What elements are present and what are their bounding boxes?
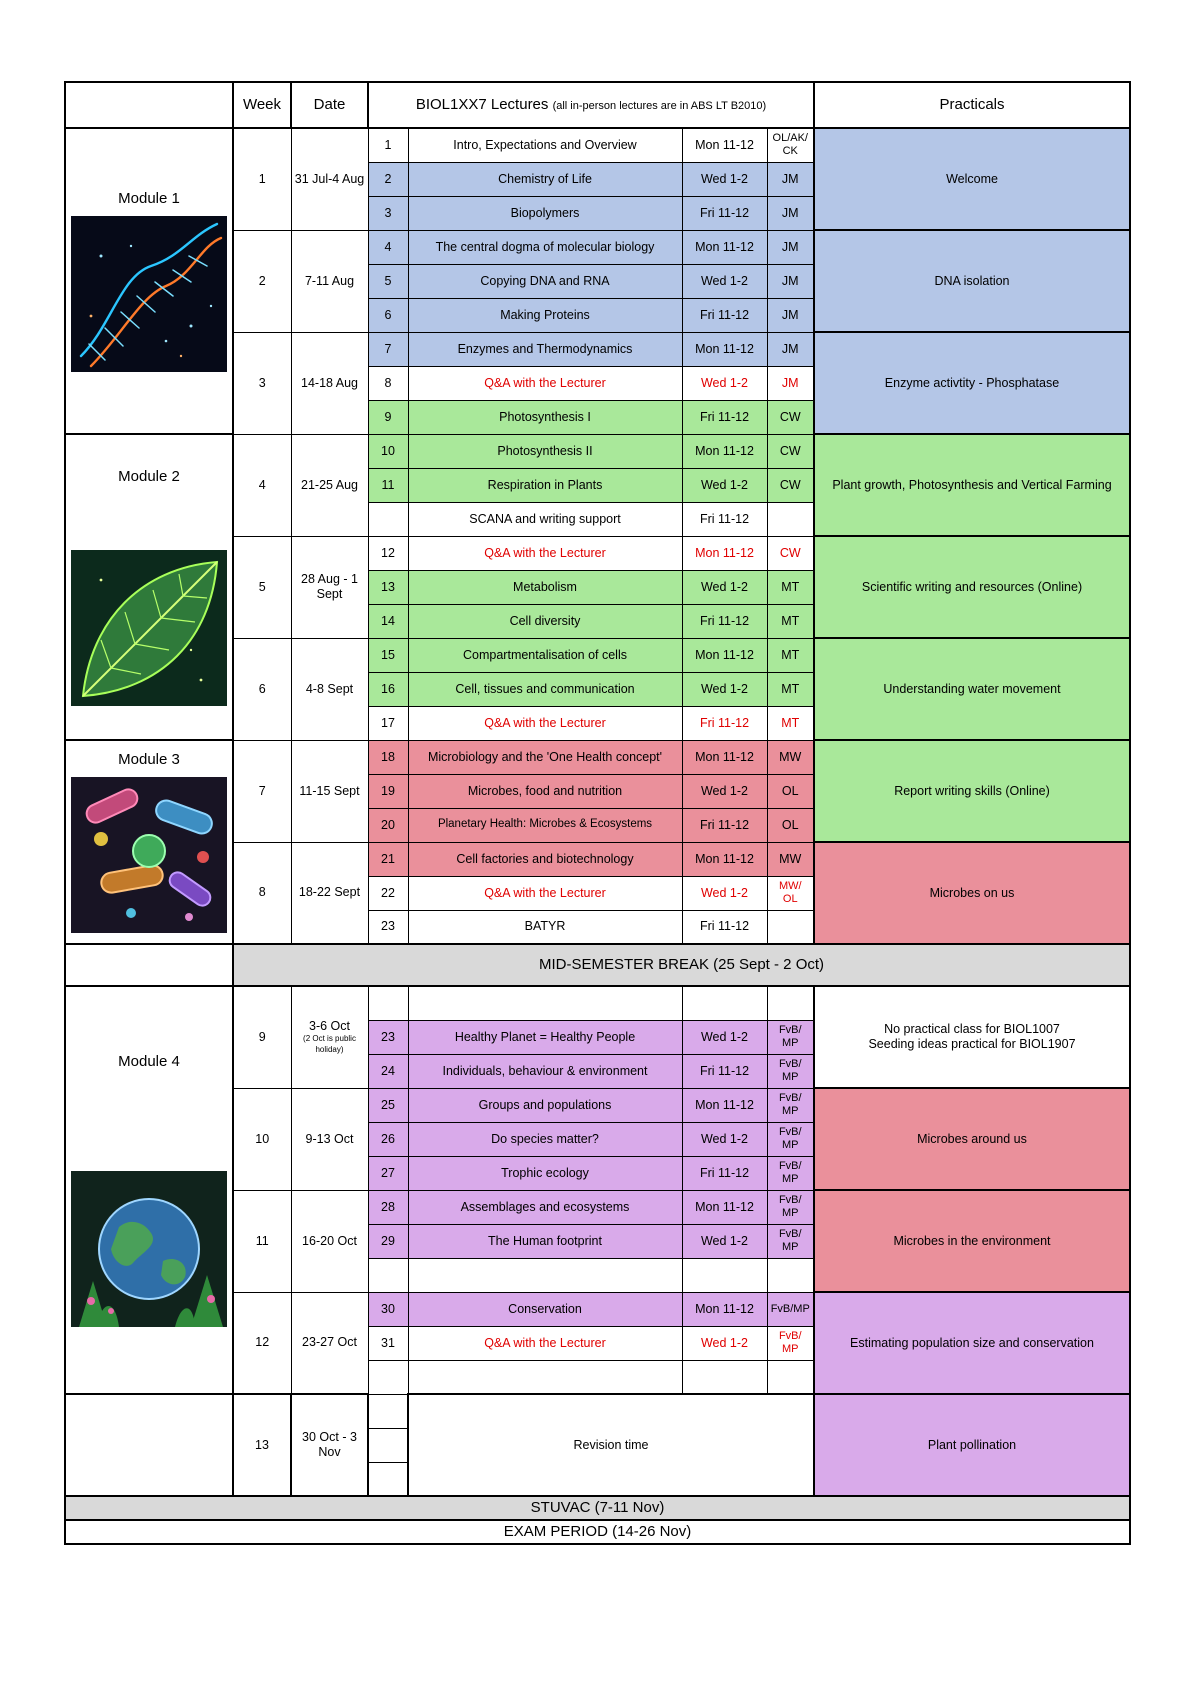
module-blank [65, 1394, 233, 1496]
lecture-time: Fri 11-12 [682, 298, 767, 332]
lecturer: FvB/ MP [767, 1122, 814, 1156]
practical-line: Seeding ideas practical for BIOL1907 [868, 1037, 1076, 1051]
lecture-title: Healthy Planet = Healthy People [408, 1020, 682, 1054]
lecture-title: Q&A with the Lecturer [408, 876, 682, 910]
lecture-title: Copying DNA and RNA [408, 264, 682, 298]
microbes-image [71, 777, 227, 933]
lecture-time: Wed 1-2 [682, 672, 767, 706]
lecture-title: Planetary Health: Microbes & Ecosystems [408, 808, 682, 842]
week-number: 13 [233, 1394, 291, 1496]
lecturer: FvB/ MP [767, 1088, 814, 1122]
lecture-number: 9 [368, 400, 408, 434]
lecturer: MT [767, 604, 814, 638]
lecture-number: 17 [368, 706, 408, 740]
lecture-number: 31 [368, 1326, 408, 1360]
lecture-title: Q&A with the Lecturer [408, 1326, 682, 1360]
lecture-number: 27 [368, 1156, 408, 1190]
lecture-title: Cell diversity [408, 604, 682, 638]
lecture-row [65, 740, 1130, 774]
week-number: 10 [233, 1088, 291, 1190]
lecture-number [368, 1394, 408, 1428]
lecturer: FvB/ MP [767, 1326, 814, 1360]
midsem-break-banner: MID-SEMESTER BREAK (25 Sept - 2 Oct) [233, 944, 1130, 986]
lecture-number: 21 [368, 842, 408, 876]
lecture-time: Wed 1-2 [682, 1122, 767, 1156]
lecture-time: Fri 11-12 [682, 1054, 767, 1088]
week-number: 8 [233, 842, 291, 944]
lecturer: JM [767, 264, 814, 298]
lecture-title: Trophic ecology [408, 1156, 682, 1190]
lecture-number: 16 [368, 672, 408, 706]
practical-cell: Understanding water movement [814, 638, 1130, 740]
week-number: 4 [233, 434, 291, 536]
week-date: 28 Aug - 1 Sept [291, 536, 368, 638]
lecture-title: Individuals, behaviour & environment [408, 1054, 682, 1088]
lecturer: MT [767, 570, 814, 604]
lecture-title: Respiration in Plants [408, 468, 682, 502]
practical-cell [814, 986, 1130, 1088]
lecture-number: 8 [368, 366, 408, 400]
week-date: 23-27 Oct [291, 1292, 368, 1394]
lecturer [767, 986, 814, 1020]
lecture-number: 29 [368, 1224, 408, 1258]
lecture-number: 13 [368, 570, 408, 604]
lecture-time: Fri 11-12 [682, 910, 767, 944]
lecture-number: 20 [368, 808, 408, 842]
lecture-title: Assemblages and ecosystems [408, 1190, 682, 1224]
module-2-cell [65, 434, 233, 740]
schedule-table [64, 81, 1131, 1545]
lecture-title: Metabolism [408, 570, 682, 604]
lecture-time: Fri 11-12 [682, 400, 767, 434]
lecture-title: Intro, Expectations and Overview [408, 128, 682, 162]
lecture-number: 11 [368, 468, 408, 502]
midsem-row [65, 944, 1130, 986]
lecture-title: Do species matter? [408, 1122, 682, 1156]
practical-cell: Scientific writing and resources (Online) [814, 536, 1130, 638]
header-date: Date [291, 82, 368, 128]
lecture-time: Fri 11-12 [682, 1156, 767, 1190]
module-2-title: Module 2 [118, 468, 180, 486]
lecture-title: SCANA and writing support [408, 502, 682, 536]
lecture-number: 30 [368, 1292, 408, 1326]
header-lectures [368, 82, 814, 128]
lecture-time: Wed 1-2 [682, 1326, 767, 1360]
exam-row [65, 1520, 1130, 1544]
lecture-number: 18 [368, 740, 408, 774]
lecture-time: Fri 11-12 [682, 808, 767, 842]
lecture-title: The Human footprint [408, 1224, 682, 1258]
lecture-time: Wed 1-2 [682, 1224, 767, 1258]
lecture-title [408, 986, 682, 1020]
lecture-number: 10 [368, 434, 408, 468]
lecture-title: Q&A with the Lecturer [408, 366, 682, 400]
lecture-time: Mon 11-12 [682, 842, 767, 876]
lecture-time: Wed 1-2 [682, 876, 767, 910]
lecturer: MW [767, 740, 814, 774]
week-date: 30 Oct - 3 Nov [291, 1394, 368, 1496]
lecture-title: Cell factories and biotechnology [408, 842, 682, 876]
lecturer: MW [767, 842, 814, 876]
lecture-time: Mon 11-12 [682, 536, 767, 570]
practical-cell: Welcome [814, 128, 1130, 230]
lecture-title: Photosynthesis I [408, 400, 682, 434]
lecturer: MW/ OL [767, 876, 814, 910]
leaf-image [71, 550, 227, 706]
week-date: 16-20 Oct [291, 1190, 368, 1292]
lecture-number [368, 1360, 408, 1394]
lecture-time: Mon 11-12 [682, 1190, 767, 1224]
week-date: 21-25 Aug [291, 434, 368, 536]
lecture-time: Wed 1-2 [682, 468, 767, 502]
lecture-number [368, 1258, 408, 1292]
practical-cell: Microbes on us [814, 842, 1130, 944]
practical-cell: Estimating population size and conservation [814, 1292, 1130, 1394]
lecture-time: Mon 11-12 [682, 638, 767, 672]
lecture-number: 2 [368, 162, 408, 196]
lecturer: FvB/ MP [767, 1190, 814, 1224]
lecture-title: Q&A with the Lecturer [408, 706, 682, 740]
week-number: 12 [233, 1292, 291, 1394]
lecture-number: 5 [368, 264, 408, 298]
header-row [65, 82, 1130, 128]
lecture-number [368, 502, 408, 536]
week-number: 5 [233, 536, 291, 638]
lecturer: FvB/ MP [767, 1054, 814, 1088]
lecture-title [408, 1360, 682, 1394]
lecturer: OL/AK/ CK [767, 128, 814, 162]
week-number: 3 [233, 332, 291, 434]
week-date: 3-6 Oct [309, 1019, 350, 1034]
lecture-row [65, 128, 1130, 162]
lecture-title: BATYR [408, 910, 682, 944]
lecture-time: Fri 11-12 [682, 502, 767, 536]
practical-line: No practical class for BIOL1007 [884, 1022, 1060, 1037]
lecture-title: Conservation [408, 1292, 682, 1326]
lecture-time: Wed 1-2 [682, 366, 767, 400]
lecture-time: Mon 11-12 [682, 1292, 767, 1326]
week-number: 2 [233, 230, 291, 332]
lecture-number: 23 [368, 910, 408, 944]
stuvac-banner: STUVAC (7-11 Nov) [65, 1496, 1130, 1520]
exam-period-banner: EXAM PERIOD (14-26 Nov) [65, 1520, 1130, 1544]
lecture-title: Enzymes and Thermodynamics [408, 332, 682, 366]
lecture-time: Fri 11-12 [682, 706, 767, 740]
lecture-time: Wed 1-2 [682, 162, 767, 196]
week-number: 1 [233, 128, 291, 230]
lecture-number: 25 [368, 1088, 408, 1122]
lecturer: FvB/ MP [767, 1224, 814, 1258]
header-practicals: Practicals [814, 82, 1130, 128]
lecture-time: Wed 1-2 [682, 570, 767, 604]
practical-cell: Plant growth, Photosynthesis and Vertical Farming [814, 434, 1130, 536]
module-1-title: Module 1 [118, 190, 180, 208]
lecturer: CW [767, 536, 814, 570]
lecture-title: Q&A with the Lecturer [408, 536, 682, 570]
lecturer: CW [767, 434, 814, 468]
lecturer: MT [767, 638, 814, 672]
lecturer: OL [767, 774, 814, 808]
practical-cell: Enzyme activtity - Phosphatase [814, 332, 1130, 434]
lecture-time: Mon 11-12 [682, 332, 767, 366]
lecture-title: Photosynthesis II [408, 434, 682, 468]
module-3-title: Module 3 [118, 751, 180, 769]
lecture-number: 3 [368, 196, 408, 230]
week-number: 7 [233, 740, 291, 842]
practical-cell: Microbes in the environment [814, 1190, 1130, 1292]
week-date: 7-11 Aug [291, 230, 368, 332]
lecturer [767, 910, 814, 944]
lecture-number: 23 [368, 1020, 408, 1054]
lecturer [767, 1258, 814, 1292]
lecturer [767, 1360, 814, 1394]
lecture-title: Biopolymers [408, 196, 682, 230]
lecturer: MT [767, 706, 814, 740]
lecture-number: 12 [368, 536, 408, 570]
lecture-number: 15 [368, 638, 408, 672]
lecture-time: Mon 11-12 [682, 230, 767, 264]
lecture-row [65, 986, 1130, 1020]
lecture-number: 14 [368, 604, 408, 638]
midsem-blank [65, 944, 233, 986]
lecturer: JM [767, 196, 814, 230]
planet-image [71, 1171, 227, 1327]
lecture-number [368, 986, 408, 1020]
lecture-time: Wed 1-2 [682, 774, 767, 808]
lecture-time [682, 986, 767, 1020]
practical-cell: DNA isolation [814, 230, 1130, 332]
lecture-time: Wed 1-2 [682, 1020, 767, 1054]
lecture-time: Mon 11-12 [682, 740, 767, 774]
week-number: 6 [233, 638, 291, 740]
lecture-title: Microbes, food and nutrition [408, 774, 682, 808]
lecture-title: Compartmentalisation of cells [408, 638, 682, 672]
lecture-number: 26 [368, 1122, 408, 1156]
lecture-title: Groups and populations [408, 1088, 682, 1122]
lecture-number: 28 [368, 1190, 408, 1224]
lecturer: JM [767, 298, 814, 332]
lecture-number: 6 [368, 298, 408, 332]
lecturer: JM [767, 230, 814, 264]
lecturer: OL [767, 808, 814, 842]
lecturer: FvB/MP [767, 1292, 814, 1326]
lecturer: MT [767, 672, 814, 706]
lectures-venue-note: (all in-person lectures are in ABS LT B2010) [552, 100, 767, 113]
lecture-time: Mon 11-12 [682, 434, 767, 468]
lecture-number [368, 1428, 408, 1462]
lecture-time: Mon 11-12 [682, 1088, 767, 1122]
lecturer: FvB/ MP [767, 1020, 814, 1054]
lecture-title: Microbiology and the 'One Health concept' [408, 740, 682, 774]
lecture-number: 4 [368, 230, 408, 264]
holiday-note: (2 Oct is public holiday) [303, 1034, 356, 1054]
header-blank [65, 82, 233, 128]
module-3-cell [65, 740, 233, 944]
lectures-title: BIOL1XX7 Lectures [415, 96, 549, 114]
lecture-title: Cell, tissues and communication [408, 672, 682, 706]
week-date: 14-18 Aug [291, 332, 368, 434]
lecturer: CW [767, 468, 814, 502]
week-number: 11 [233, 1190, 291, 1292]
lecture-time: Mon 11-12 [682, 128, 767, 162]
lecture-number [368, 1462, 408, 1496]
week-date: 4-8 Sept [291, 638, 368, 740]
lecturer: JM [767, 162, 814, 196]
lecture-time: Fri 11-12 [682, 196, 767, 230]
week-date: 9-13 Oct [291, 1088, 368, 1190]
week-date: 18-22 Sept [291, 842, 368, 944]
lecturer [767, 502, 814, 536]
header-week: Week [233, 82, 291, 128]
week-date-cell [291, 986, 368, 1088]
lecturer: CW [767, 400, 814, 434]
lecture-number: 24 [368, 1054, 408, 1088]
lecture-time: Fri 11-12 [682, 604, 767, 638]
dna-helix-image [71, 216, 227, 372]
lecture-title: The central dogma of molecular biology [408, 230, 682, 264]
module-1-cell [65, 128, 233, 434]
lecture-title: Chemistry of Life [408, 162, 682, 196]
lecture-row [65, 434, 1130, 468]
week-date: 11-15 Sept [291, 740, 368, 842]
lecture-number: 7 [368, 332, 408, 366]
lecturer: JM [767, 366, 814, 400]
week-number: 9 [233, 986, 291, 1088]
week-date: 31 Jul-4 Aug [291, 128, 368, 230]
stuvac-row [65, 1496, 1130, 1520]
practical-cell: Report writing skills (Online) [814, 740, 1130, 842]
practical-cell: Microbes around us [814, 1088, 1130, 1190]
module-4-title: Module 4 [118, 1053, 180, 1071]
lecturer: JM [767, 332, 814, 366]
lecturer: FvB/ MP [767, 1156, 814, 1190]
lecture-number: 1 [368, 128, 408, 162]
lecture-time [682, 1258, 767, 1292]
lecture-number: 19 [368, 774, 408, 808]
lecture-number: 22 [368, 876, 408, 910]
lecture-time: Wed 1-2 [682, 264, 767, 298]
module-4-cell [65, 986, 233, 1394]
revision-cell: Revision time [408, 1394, 814, 1496]
lecture-title: Making Proteins [408, 298, 682, 332]
lecture-time [682, 1360, 767, 1394]
lecture-row [65, 1394, 1130, 1428]
practical-cell: Plant pollination [814, 1394, 1130, 1496]
lecture-title [408, 1258, 682, 1292]
